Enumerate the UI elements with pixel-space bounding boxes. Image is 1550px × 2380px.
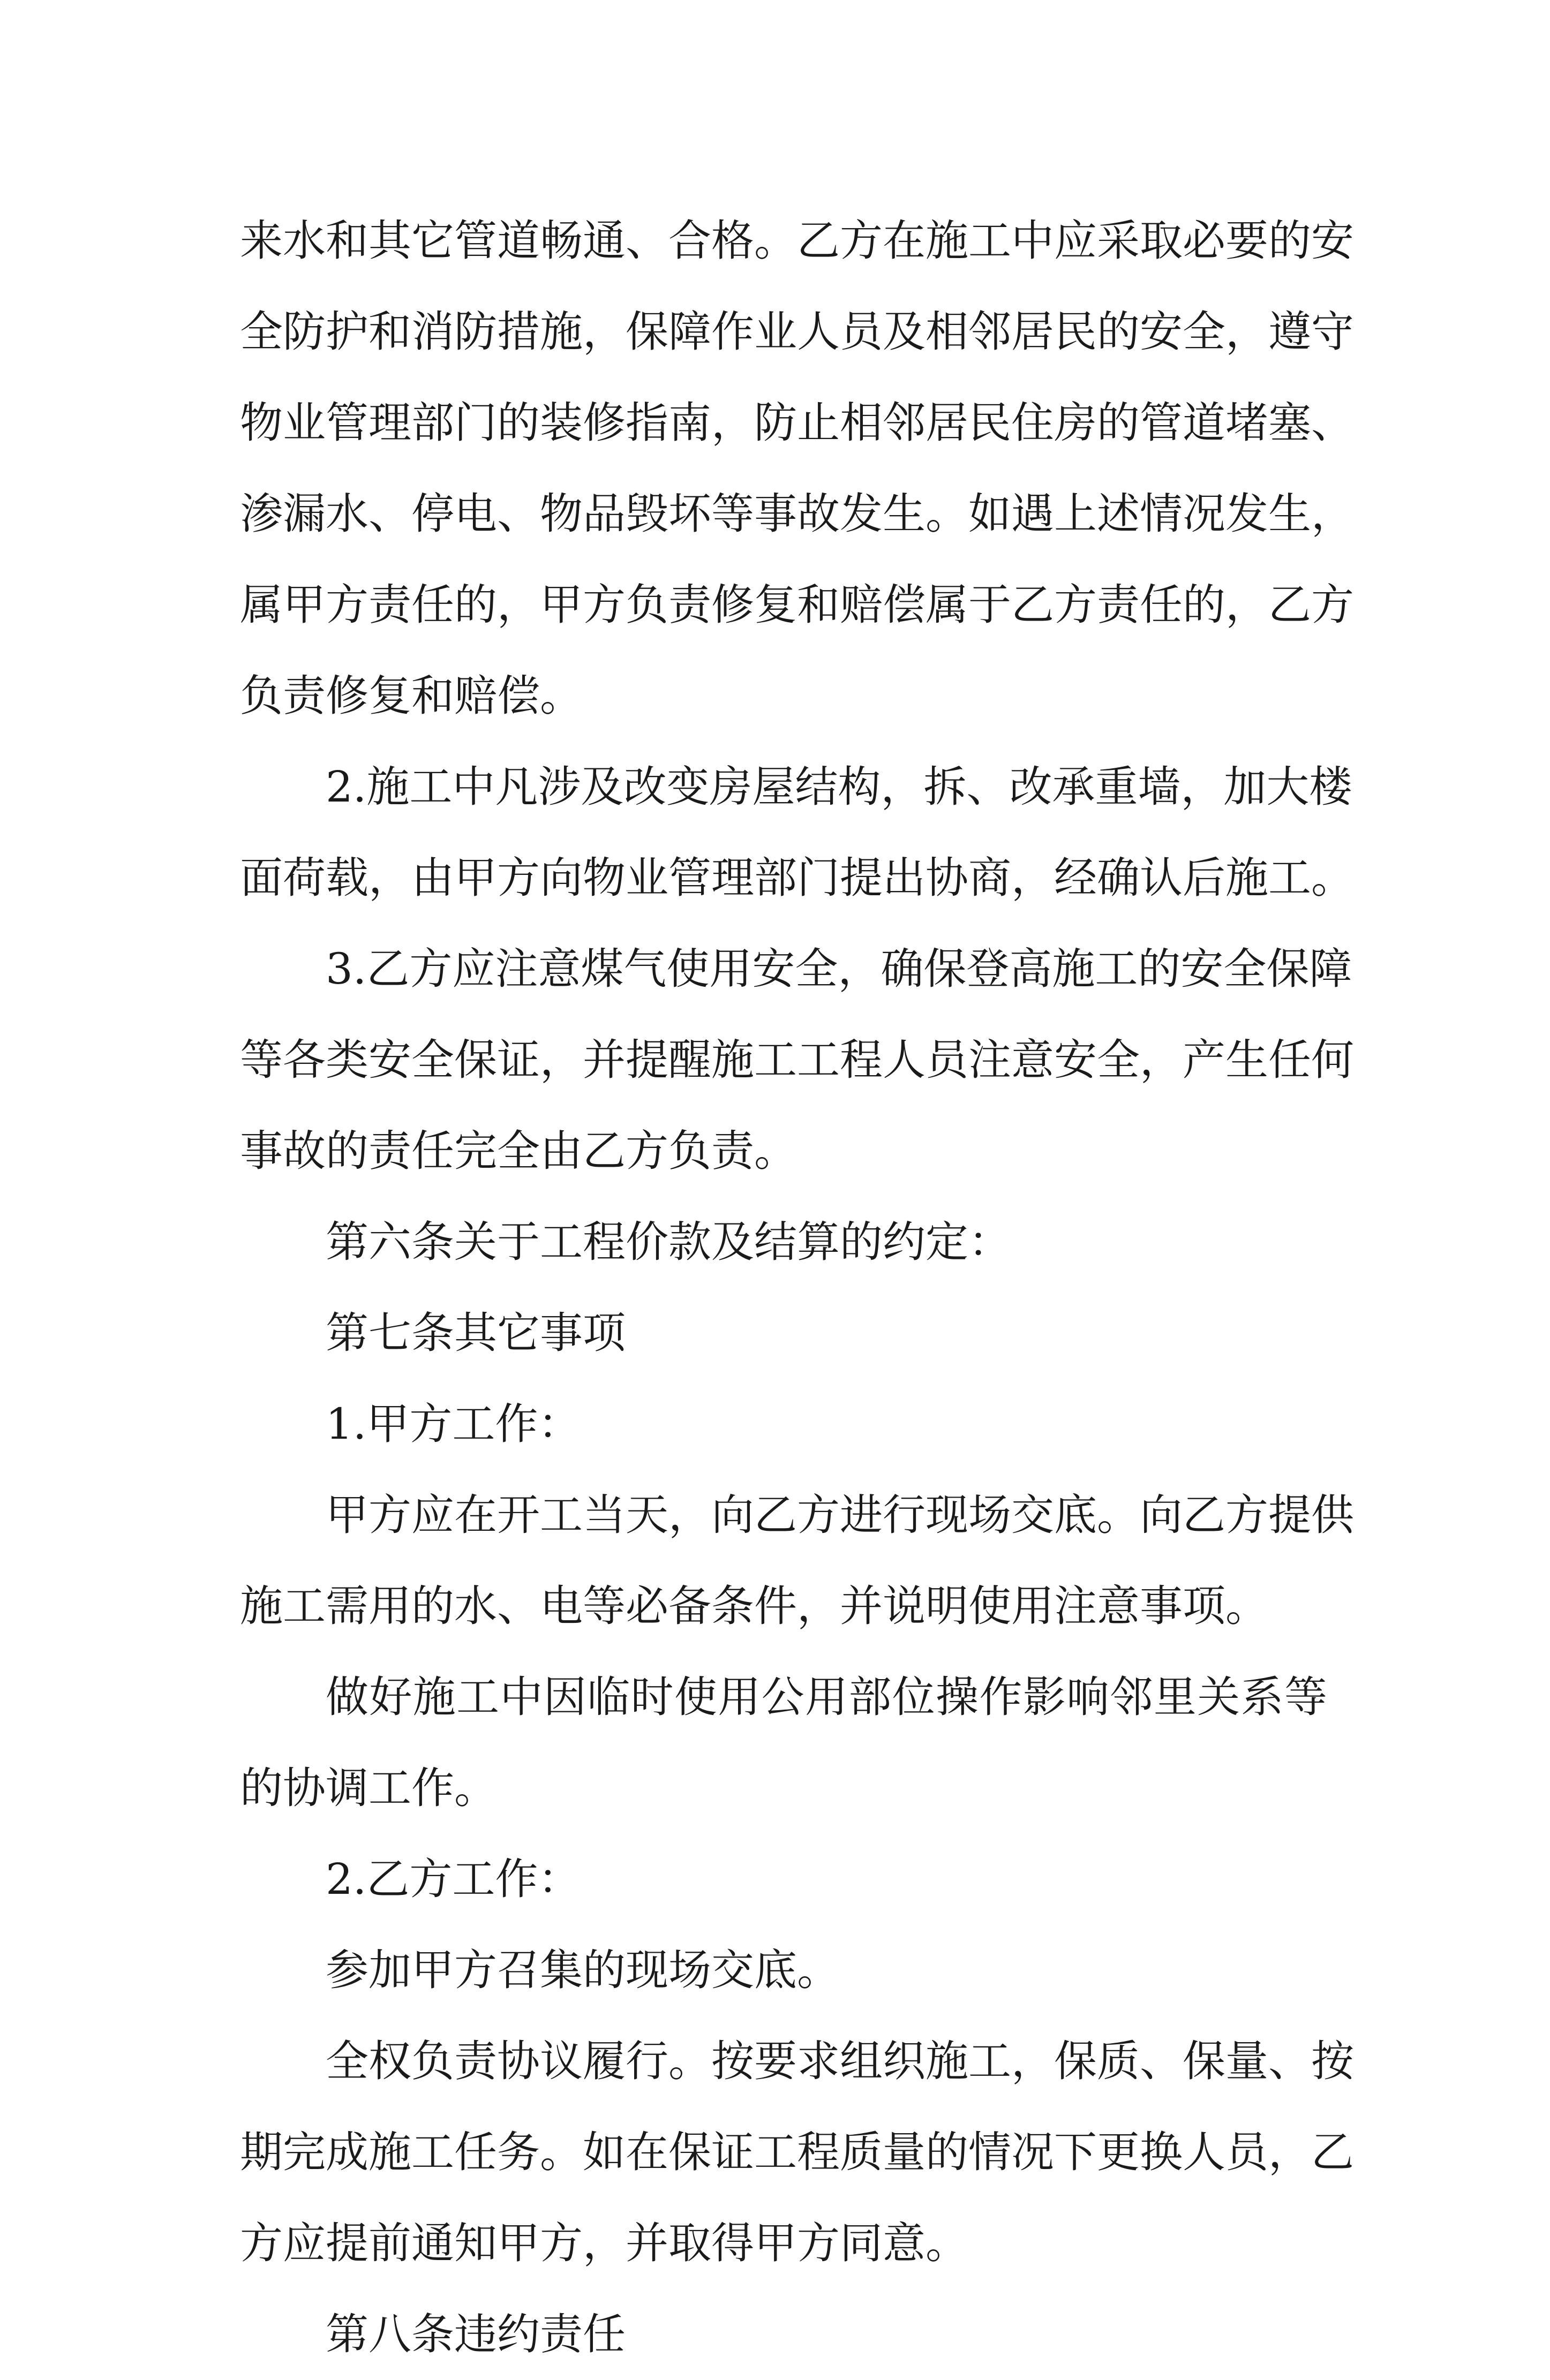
text-line: 事故的责任完全由乙方负责。 <box>240 1126 797 1176</box>
text-line: 面荷载，由甲方向物业管理部门提出协商，经确认后施工。 <box>240 853 1354 903</box>
text-line: 1.甲方工作： <box>326 1399 581 1449</box>
document-page <box>240 195 1354 2380</box>
text-line: 2.施工中凡涉及改变房屋结构，拆、改承重墙，加大楼 <box>326 762 1352 812</box>
text-line: 属甲方责任的，甲方负责修复和赔偿属于乙方责任的，乙方 <box>240 580 1354 630</box>
text-line: 全权负责协议履行。按要求组织施工，保质、保量、按 <box>326 2036 1354 2086</box>
text-line: 参加甲方召集的现场交底。 <box>326 1945 840 1995</box>
text-line: 2.乙方工作： <box>326 1854 581 1904</box>
text-line: 的协调工作。 <box>240 1763 497 1813</box>
text-line: 渗漏水、停电、物品毁坏等事故发生。如遇上述情况发生， <box>240 489 1354 539</box>
text-line: 期完成施工任务。如在保证工程质量的情况下更换人员，乙 <box>240 2127 1354 2177</box>
text-line: 方应提前通知甲方，并取得甲方同意。 <box>240 2218 968 2268</box>
text-line: 物业管理部门的装修指南，防止相邻居民住房的管道堵塞、 <box>240 398 1354 448</box>
text-line: 全防护和消防措施，保障作业人员及相邻居民的安全，遵守 <box>240 307 1354 357</box>
text-line: 3.乙方应注意煤气使用安全，确保登高施工的安全保障 <box>326 944 1352 994</box>
text-line: 做好施工中因临时使用公用部位操作影响邻里关系等 <box>326 1672 1327 1722</box>
text-line: 第六条关于工程价款及结算的约定： <box>326 1217 1011 1267</box>
text-line: 第七条其它事项 <box>326 1308 626 1358</box>
text-line: 负责修复和赔偿。 <box>240 671 583 721</box>
text-line: 甲方应在开工当天，向乙方进行现场交底。向乙方提供 <box>326 1490 1354 1540</box>
text-line: 施工需用的水、电等必备条件，并说明使用注意事项。 <box>240 1581 1268 1631</box>
text-line: 来水和其它管道畅通、合格。乙方在施工中应采取必要的安 <box>240 216 1354 266</box>
text-line: 等各类安全保证，并提醒施工工程人员注意安全，产生任何 <box>240 1035 1354 1085</box>
text-line: 第八条违约责任 <box>326 2309 626 2359</box>
